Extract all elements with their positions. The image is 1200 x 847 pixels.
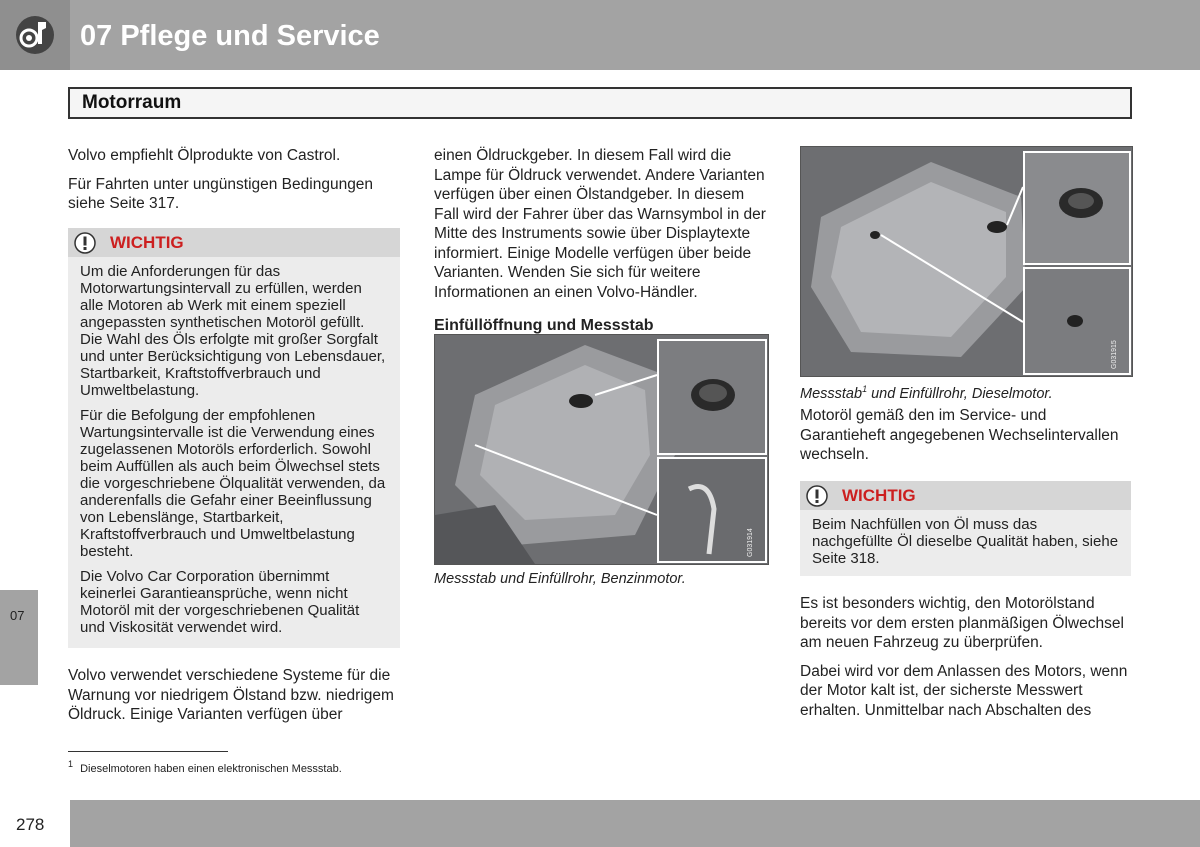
warning-body xyxy=(800,510,1131,581)
warning-exclamation-icon xyxy=(806,485,828,507)
paragraph: einen Öldruckgeber. In diesem Fall wird die Lampe für Öldruck verwendet. Andere Varianten verfügen über einen Ölstandgeber. In diesem Fall wird der Fahrer über das Warnsymbol in der Mitte des Instruments sowie über Displaytexte informiert. Einige Modelle verfügen über beide Varianten. Wenden Sie sich für weitere Informationen an einen Volvo-Händler. xyxy=(434,147,766,301)
image-caption-diesel xyxy=(800,380,1134,404)
warning-header xyxy=(68,228,400,257)
paragraph: Volvo empfiehlt Ölprodukte von Castrol. xyxy=(68,147,341,164)
chapter-header xyxy=(0,0,1200,70)
engine-photo-petrol xyxy=(434,334,769,565)
wrench-gear-icon xyxy=(14,14,56,56)
subheading: Einfüllöffnung und Messstab xyxy=(434,317,654,334)
paragraph: Für Fahrten unter ungünstigen Bedingungen siehe Seite 317. xyxy=(68,175,374,212)
warning-body xyxy=(68,257,400,650)
paragraph: Dabei wird vor dem Anlassen des Motors, wenn der Motor kalt ist, der sicherste Messwert erhalten. Unmittelbar nach Abschalten des xyxy=(800,662,1128,719)
chapter-icon-tab xyxy=(0,0,70,70)
image-code: G031915 xyxy=(1111,340,1118,369)
page-footer xyxy=(0,800,1200,847)
footnote-number: 1 xyxy=(68,759,74,769)
chapter-title: 07 Pflege und Service xyxy=(80,20,380,52)
paragraph: Volvo verwendet verschiedene Systeme für die Warnung vor niedrigem Ölstand bzw. niedrigem Öldruck. Einige Varianten verfügen über xyxy=(68,667,394,723)
warning-text: Beim Nachfüllen von Öl muss das nachgefüllte Öl dieselbe Qualität haben, siehe Seite 318. xyxy=(812,516,1119,567)
section-title-box xyxy=(68,87,1132,119)
footnote-text: Dieselmotoren haben einen elektronischen Messstab. xyxy=(80,762,342,775)
footnote-ref: 1 xyxy=(862,384,868,394)
warning-text: Um die Anforderungen für das Motorwartungsintervall zu erfüllen, werden alle Motoren ab Werk mit einem speziell angepassten synthetischen Motoröl gefüllt. Die Wahl des Öls erfolgte mit großer Sorgfalt und unter Berücksichtigung von Lebensdauer, Startbarkeit, Kraftstoffverbrauch und Umweltbelastung. xyxy=(80,263,386,399)
column-2 xyxy=(434,146,768,345)
column-1-bottom xyxy=(68,666,400,734)
warning-label: WICHTIG xyxy=(110,233,184,252)
warning-exclamation-icon xyxy=(74,232,96,254)
inset-filler-cap xyxy=(657,339,767,455)
chapter-number: 07 xyxy=(10,608,25,623)
caption-text: und Einfüllrohr, Dieselmotor. xyxy=(867,385,1053,402)
warning-header xyxy=(800,481,1131,510)
inset-filler-cap xyxy=(1023,151,1131,265)
column-3 xyxy=(800,406,1134,474)
warning-text: Die Volvo Car Corporation übernimmt keinerlei Garantieansprüche, wenn nicht Motoröl mit der vorgeschriebenen Qualität und Viskosität verwendet wird. xyxy=(80,568,360,636)
footnote-rule xyxy=(68,751,228,752)
footnote xyxy=(68,759,342,775)
column-1 xyxy=(68,146,400,223)
warning-box xyxy=(68,228,400,648)
image-code: G031914 xyxy=(747,528,754,557)
section-title: Motorraum xyxy=(82,92,182,113)
warning-label: WICHTIG xyxy=(842,486,916,505)
column-3-bottom xyxy=(800,594,1134,729)
warning-box xyxy=(800,481,1131,576)
chapter-side-tab xyxy=(0,590,38,685)
warning-text: Für die Befolgung der empfohlenen Wartungsintervalle ist die Verwendung eines zugelassenen Motoröls erforderlich. Sowohl beim Auffüllen als auch beim Ölwechsel stets die vorgeschriebene Ölqualität verwenden, da anderenfalls die Gefahr einer Beeinflussung von Lebenslänge, Startbarkeit, Kraftstoffverbrauch und Umweltbelastung besteht. xyxy=(80,407,386,560)
page-number: 278 xyxy=(16,815,45,834)
paragraph: Es ist besonders wichtig, den Motorölstand bereits vor dem ersten planmäßigen Ölwechsel am neuen Fahrzeug zu überprüfen. xyxy=(800,595,1124,651)
paragraph: Motoröl gemäß den im Service- und Garantieheft angegebenen Wechselintervallen wechseln. xyxy=(800,407,1119,463)
image-caption-petrol: Messstab und Einfüllrohr, Benzinmotor. xyxy=(434,571,686,587)
caption-text: Messstab xyxy=(800,385,863,402)
engine-photo-diesel xyxy=(800,146,1133,377)
